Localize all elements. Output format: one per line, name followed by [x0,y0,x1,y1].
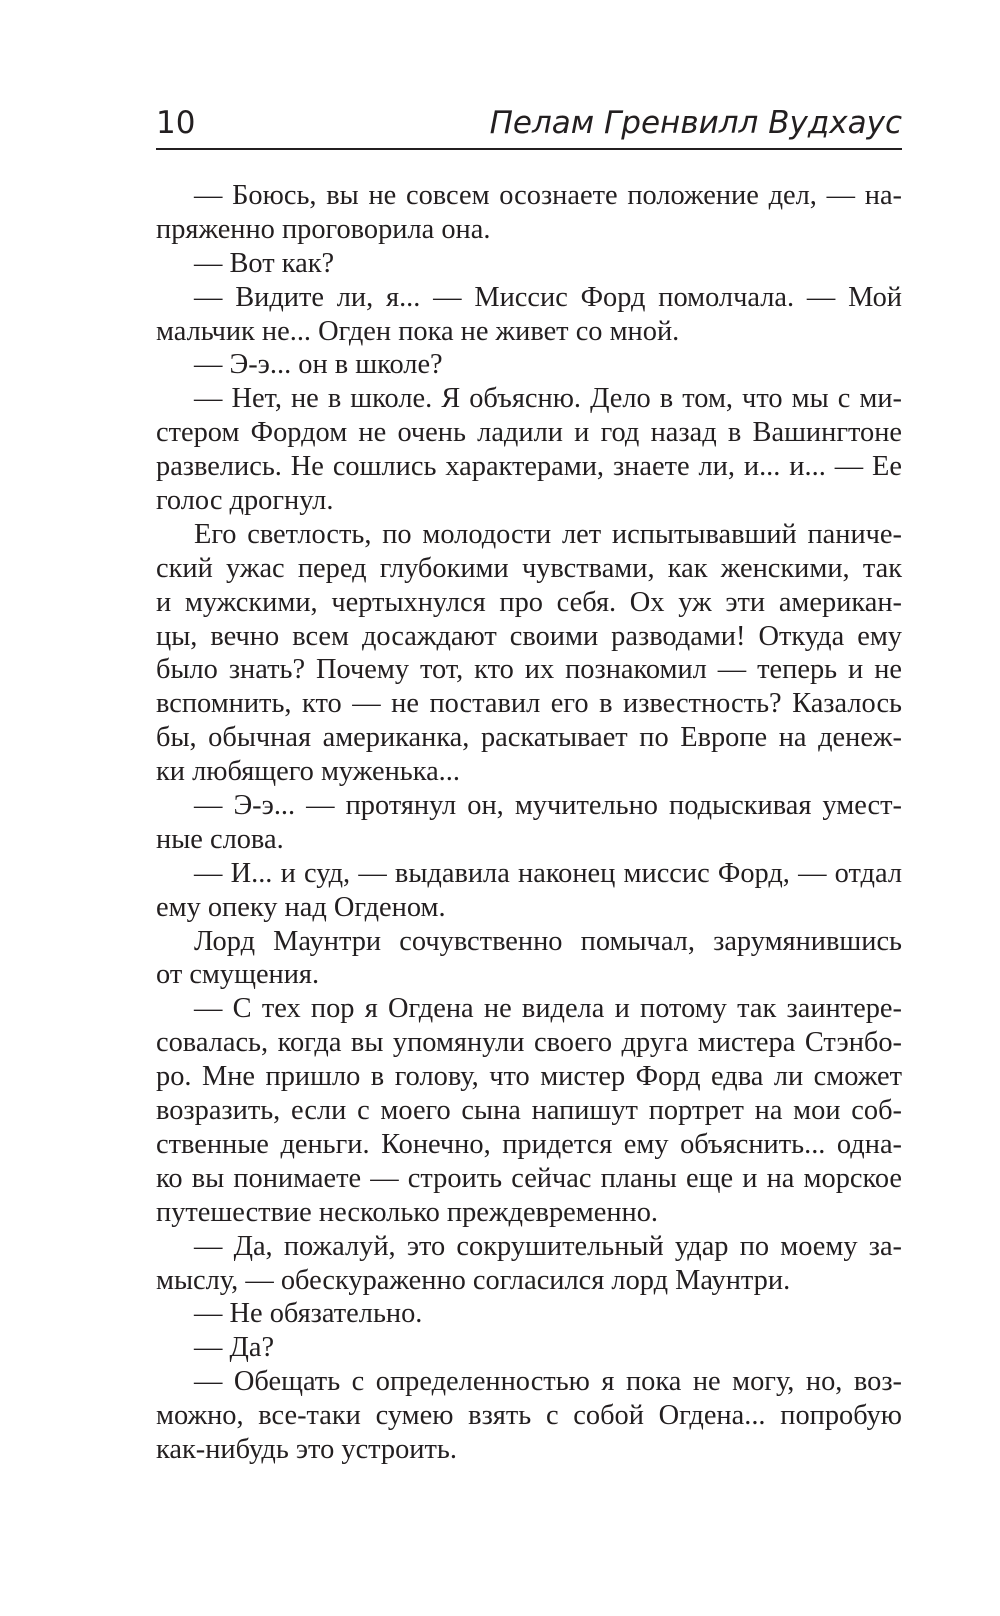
text-line: — Нет, не в школе. Я объясню. Дело в том, что мы с ми- [194,383,902,415]
text-line: ро. Мне пришло в голову, что мистер Форд едва ли сможет [156,1061,902,1093]
text-line: — Э-э... — протянул он, мучительно подыскивая умест- [194,790,902,822]
text-line: голос дрогнул. [156,485,334,517]
text-line: пряженно проговорила она. [156,213,491,245]
text-line: цы, вечно всем досаждают своими разводами! Откуда ему [156,620,902,652]
text-line: от смущения. [156,959,320,991]
text-line: ственные деньги. Конечно, придется ему объяснить... одна- [156,1128,902,1160]
text-line: было знать? Почему тот, кто их познакомил — теперь и не [156,654,902,686]
text-line: — Да, пожалуй, это сокрушительный удар по моему за- [194,1230,902,1262]
text-line: развелись. Не сошлись характерами, знаете ли, и... и... — Ее [156,451,902,483]
text-line: ский ужас перед глубокими чувствами, как женскими, так [156,552,902,584]
text-line: мыслу, — обескураженно согласился лорд Маунтри. [156,1264,791,1296]
body-text [156,179,902,1467]
text-line: — Видите ли, я... — Миссис Форд помолчала. — Мой [194,281,902,313]
text-line: Его светлость, по молодости лет испытывавший паниче- [194,518,902,550]
text-line: и мужскими, чертыхнулся про себя. Ох уж эти американ- [156,586,902,618]
text-line: как-нибудь это устроить. [156,1433,457,1465]
text-line: Лорд Маунтри сочувственно помычал, зарумянившись [194,925,902,957]
text-line: — Вот как? [194,247,335,279]
text-line: ки любящего муженька... [156,756,460,788]
text-line: — Не обязательно. [194,1298,423,1330]
text-line: ные слова. [156,823,284,855]
text-line: — И... и суд, — выдавила наконец миссис Форд, — отдал [194,857,902,889]
text-line: — Обещать с определенностью я пока не могу, но, воз- [194,1366,902,1398]
text-line: ему опеку над Огденом. [156,891,446,923]
text-line: бы, обычная американка, раскатывает по Европе на денеж- [156,722,902,754]
page-number: 10 [156,105,196,141]
text-line: стером Фордом не очень ладили и год назад в Вашингтоне [156,417,902,449]
page-header [156,98,902,150]
text-line: мальчик не... Огден пока не живет со мной. [156,315,680,347]
text-line: — Да? [194,1332,275,1364]
text-line: возразить, если с моего сына напишут портрет на мои соб- [156,1095,902,1127]
text-line: — С тех пор я Огдена не видела и потому так заинтере- [194,993,902,1025]
text-line: — Боюсь, вы не совсем осознаете положение дел, — на- [194,180,902,211]
running-title: Пелам Гренвилл Вудхаус [489,105,902,141]
text-line: — Э-э... он в школе? [194,349,443,381]
text-line: вспомнить, кто — не поставил его в известность? Казалось [156,688,902,720]
text-line: ко вы понимаете — строить сейчас планы еще и на морское [156,1162,902,1194]
text-line: путешествие несколько преждевременно. [156,1196,659,1228]
text-line: можно, все-таки сумею взять с собой Огдена... попробую [156,1400,902,1432]
text-line: совалась, когда вы упомянули своего друга мистера Стэнбо- [156,1027,902,1059]
